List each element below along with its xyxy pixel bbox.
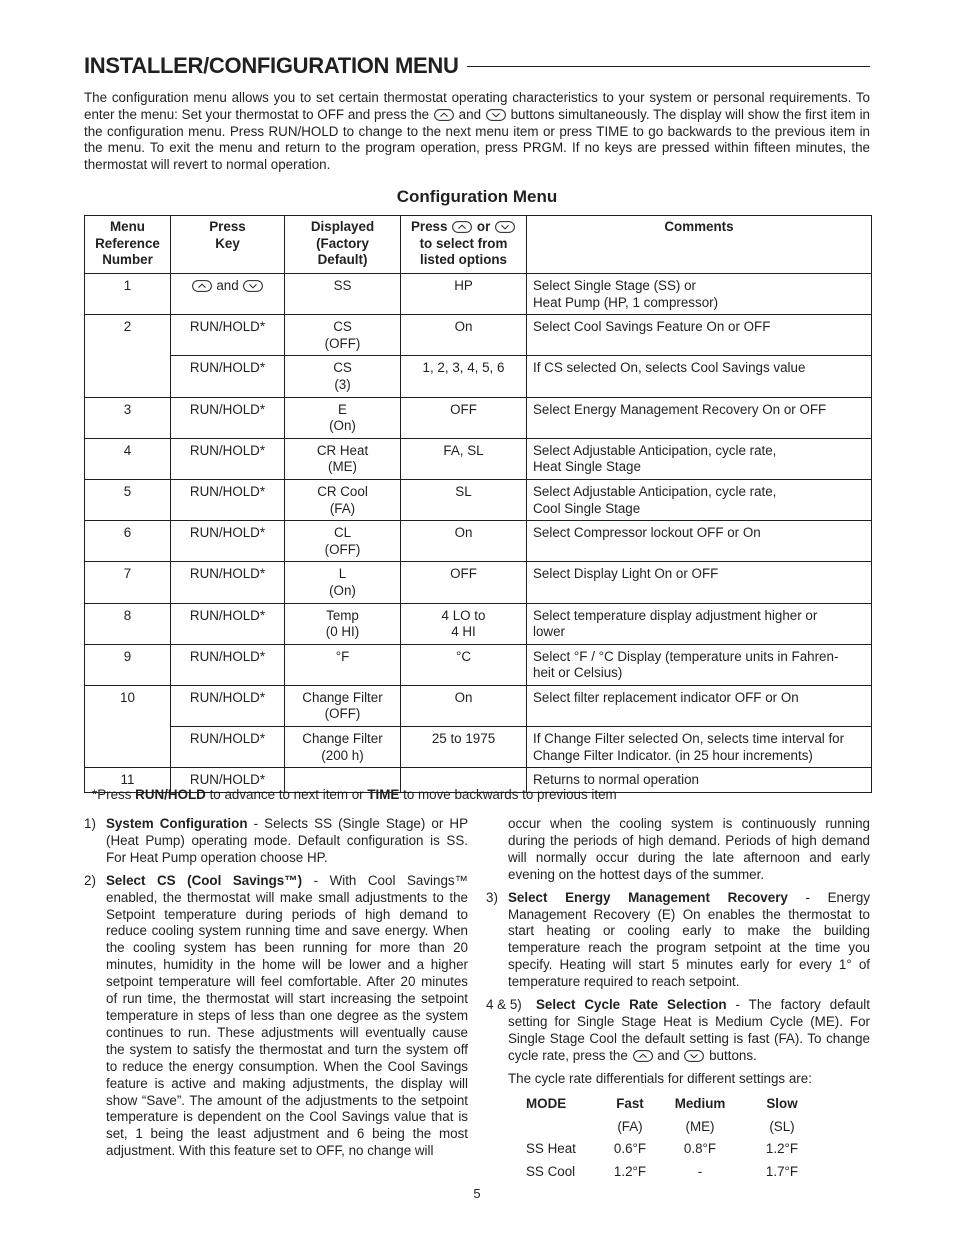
table-row: RUN/HOLD* CS (3) 1, 2, 3, 4, 5, 6 If CS selected On, selects Cool Savings value <box>85 356 872 397</box>
note-cycle-rate: 4 & 5) Select Cycle Rate Selection - The factory default setting for Single Stage Heat is Medium Cycle (ME). For Single Stage Cool the default setting is fast (FA). To change cycle rate, press the and buttons. <box>486 997 870 1063</box>
note-system-configuration: 1) System Configuration - Selects SS (Single Stage) or HP (Heat Pump) operating mode. Default configuration is SS. For Heat Pump operation choose HP. <box>84 816 469 865</box>
table-row: 4 RUN/HOLD* CR Heat (ME) FA, SL Select Adjustable Anticipation, cycle rate, Heat Single Stage <box>85 438 872 479</box>
page-title: INSTALLER/CONFIGURATION MENU <box>84 53 459 78</box>
configuration-table <box>84 215 872 793</box>
table-row: 1 and SS HP Select Single Stage (SS) or Heat Pump (HP, 1 compressor) <box>85 274 872 315</box>
cycle-rate-table <box>526 1094 818 1184</box>
note-energy-management: 3) Select Energy Management Recovery - Energy Management Recovery (E) On enables the thermostat to start heating or cooling early to make the building temperature reach the program setpoint at the time you specify. Heating will start 5 minutes early for every 1° of temperature required to reach setpoint. <box>486 889 871 990</box>
down-button-icon <box>495 221 515 233</box>
table-header-row <box>85 216 872 274</box>
header-select-options: Press or to select from listed options <box>401 216 527 274</box>
title-rule <box>467 66 870 67</box>
table-row: 11 RUN/HOLD* Returns to normal operation <box>85 768 872 793</box>
header-menu-ref: Menu Reference Number <box>85 216 171 274</box>
table-footnote: *Press RUN/HOLD to advance to next item or TIME to move backwards to previous item <box>92 787 617 802</box>
table-row: 6 RUN/HOLD* CL (OFF) On Select Compressor lockout OFF or On <box>85 521 872 562</box>
table-title: Configuration Menu <box>396 187 558 206</box>
down-button-icon <box>684 1050 704 1062</box>
page-number: 5 <box>473 1186 481 1201</box>
table-row: 3 RUN/HOLD* E (On) OFF Select Energy Management Recovery On or OFF <box>85 397 872 438</box>
header-displayed: Displayed (Factory Default) <box>285 216 401 274</box>
intro-paragraph <box>84 90 870 174</box>
table-row: 2 RUN/HOLD* CS (OFF) On Select Cool Savings Feature On or OFF <box>85 315 872 356</box>
table-row: (FA) (ME) (SL) <box>617 1118 795 1134</box>
table-row: MODE Fast Medium Slow <box>526 1096 798 1112</box>
down-button-icon <box>243 280 263 292</box>
notes-left-column <box>84 816 468 1166</box>
table-row: SS Heat 0.6°F 0.8°F 1.2°F <box>526 1141 799 1157</box>
up-button-icon <box>452 221 472 233</box>
up-button-icon <box>192 280 212 292</box>
down-button-icon <box>486 109 506 121</box>
page-header <box>84 52 870 80</box>
table-row: RUN/HOLD* Change Filter (200 h) 25 to 1975 If Change Filter selected On, selects time interval for Change Filter Indicator. (in 25 hour increments) <box>85 727 872 768</box>
notes-right-column <box>486 816 870 1184</box>
header-comments: Comments <box>527 216 872 274</box>
up-button-icon <box>633 1050 653 1062</box>
table-row: 5 RUN/HOLD* CR Cool (FA) SL Select Adjustable Anticipation, cycle rate, Cool Single Stage <box>85 479 872 520</box>
table-row: 10 RUN/HOLD* Change Filter (OFF) On Select filter replacement indicator OFF or On <box>85 685 872 726</box>
cycle-rate-intro: The cycle rate differentials for different settings are: <box>508 1070 812 1086</box>
intro-text-1: The configuration menu allows you to set certain thermostat operating characteristics to your system or personal requirements. To enter the menu: Set your thermostat to OFF and press the <box>84 90 870 122</box>
header-press-key: Press Key <box>171 216 285 274</box>
key-up-and-down: and <box>171 274 285 315</box>
table-row: 7 RUN/HOLD* L (On) OFF Select Display Light On or OFF <box>85 562 872 603</box>
table-row: 8 RUN/HOLD* Temp (0 HI) 4 LO to 4 HI Select temperature display adjustment higher or lower <box>85 603 872 644</box>
table-row: 9 RUN/HOLD* °F °C Select °F / °C Display (temperature units in Fahren- heit or Celsius) <box>85 644 872 685</box>
intro-and: and <box>458 106 482 122</box>
intro-text-2: buttons simultaneously. The display will show the first item in the configuration menu. Press RUN/HOLD to change to the next menu item or press TIME to go backwards to the previous item in the menu. To exit the menu and return to the program operation, press PRGM. If no keys are pressed within fifteen minutes, the thermostat will revert to normal operation. <box>84 106 870 173</box>
note-cool-savings: 2) Select CS (Cool Savings™) - With Cool Savings™ enabled, the thermostat will make small adjustments to the Setpoint temperature during periods of high demand to reduce cooling system running time and save energy. When the cooling system has been running for more than 20 minutes, humidity in the home will be lower and a higher setpoint temperature will feel comfortable. After 20 minutes of run time, the thermostat will start increasing the setpoint temperature in steps of less than one degree as the system continues to run. These adjustments will eventually cause the system to satisfy the thermostat and turn the system off to reduce the energy consumption. When the Cool Savings feature is active and making adjustments, the display will show “Save”. The amount of the adjustments to the setpoint temperature is dependent on the Cool Savings value that is set, 1 being the least adjustment and 6 being the most adjustment. With this feature set to OFF, no change will <box>84 872 468 1159</box>
note-cool-savings-continued: occur when the cooling system is continuously running during the periods of high demand. Periods of high demand will normally occur during the late afternoon and early evening on the hottest days of the summer. <box>508 816 870 882</box>
table-row: SS Cool 1.2°F - 1.7°F <box>526 1163 799 1179</box>
up-button-icon <box>434 109 454 121</box>
